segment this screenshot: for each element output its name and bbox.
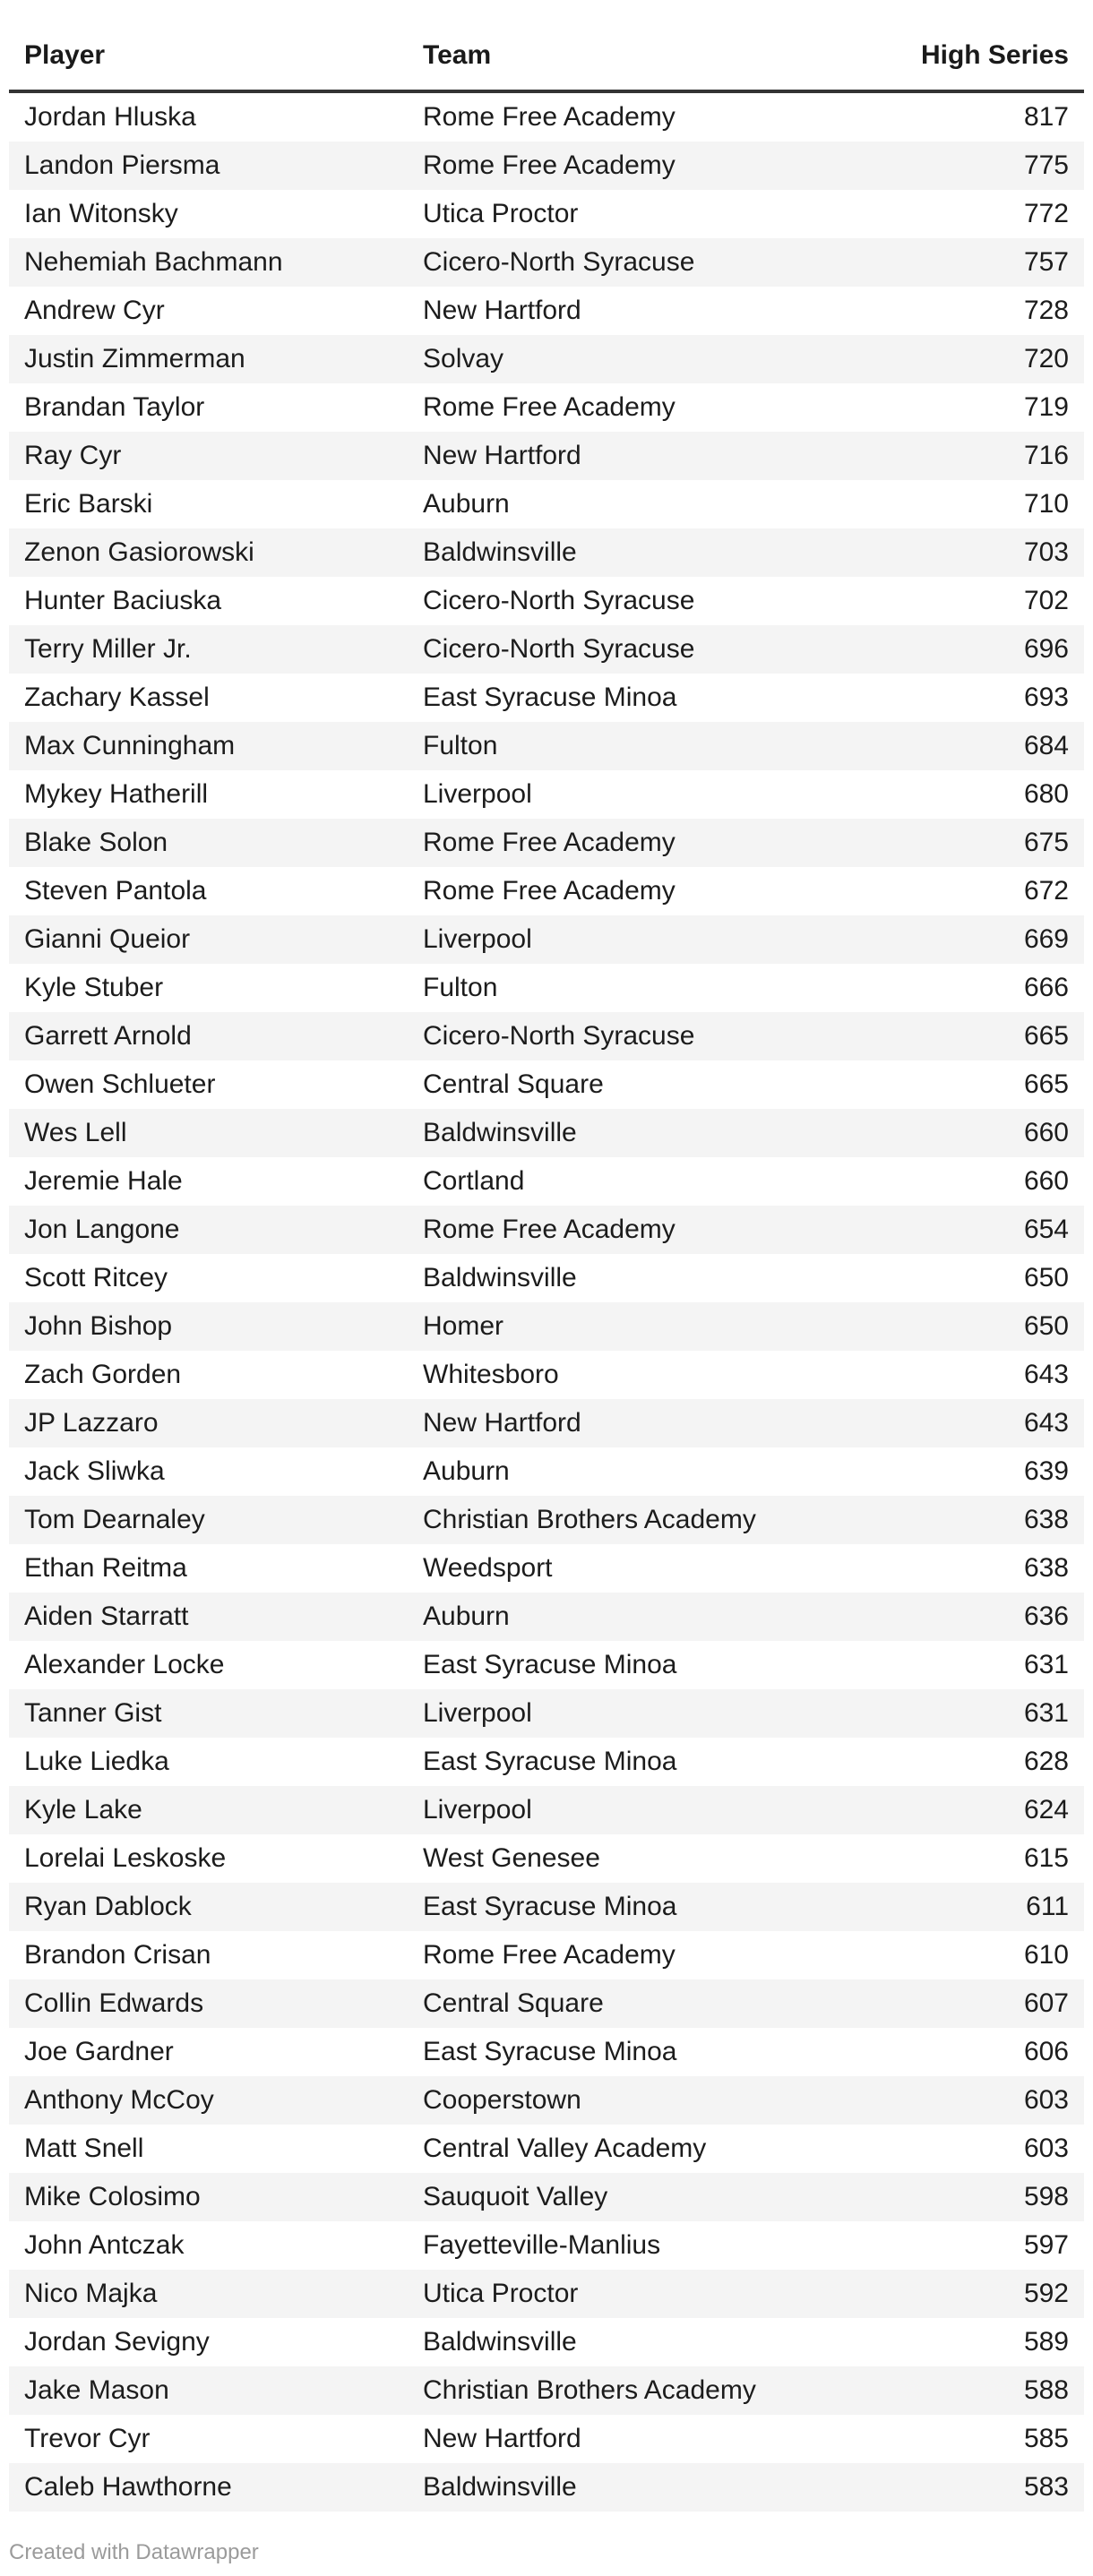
team-cell: Rome Free Academy <box>423 150 676 180</box>
table-row <box>9 770 1084 819</box>
player-cell: Kyle Lake <box>24 1795 142 1825</box>
table-row <box>9 383 1084 432</box>
high-series-cell: 817 <box>1023 102 1069 132</box>
high-series-cell: 583 <box>1023 2472 1069 2502</box>
team-cell: Liverpool <box>423 1795 532 1825</box>
table-row <box>9 1593 1084 1641</box>
high-series-cell: 636 <box>1023 1601 1069 1631</box>
high-series-cell: 728 <box>1023 296 1069 325</box>
high-series-table <box>9 21 1084 2512</box>
high-series-cell: 696 <box>1023 634 1069 664</box>
team-cell: Homer <box>423 1311 504 1341</box>
player-cell: Steven Pantola <box>24 876 207 906</box>
player-cell: Zenon Gasiorowski <box>24 537 254 567</box>
table-row <box>9 2076 1084 2125</box>
table-row <box>9 1496 1084 1544</box>
table-row <box>9 2366 1084 2415</box>
table-row <box>9 480 1084 528</box>
team-cell: Weedsport <box>423 1553 553 1583</box>
high-series-cell: 615 <box>1023 1843 1069 1873</box>
player-cell: Garrett Arnold <box>24 1021 192 1051</box>
table-row <box>9 722 1084 770</box>
table-row <box>9 2270 1084 2318</box>
team-cell: Baldwinsville <box>423 537 577 567</box>
team-cell: Christian Brothers Academy <box>423 2375 756 2405</box>
player-cell: Trevor Cyr <box>24 2424 151 2453</box>
high-series-cell: 716 <box>1023 441 1069 470</box>
high-series-cell: 772 <box>1023 199 1069 228</box>
table-row <box>9 1738 1084 1786</box>
high-series-cell: 684 <box>1023 731 1069 760</box>
table-row <box>9 1834 1084 1883</box>
high-series-cell: 660 <box>1023 1166 1069 1196</box>
table-row <box>9 335 1084 383</box>
player-cell: Jordan Hluska <box>24 102 196 132</box>
team-cell: Central Square <box>423 1988 604 2018</box>
table-row <box>9 1060 1084 1109</box>
player-cell: Max Cunningham <box>24 731 236 760</box>
high-series-cell: 643 <box>1023 1408 1069 1438</box>
team-cell: New Hartford <box>423 441 581 470</box>
player-cell: Mykey Hatherill <box>24 779 209 809</box>
player-cell: Mike Colosimo <box>24 2182 201 2211</box>
high-series-cell: 660 <box>1023 1118 1069 1147</box>
high-series-cell: 598 <box>1023 2182 1069 2211</box>
high-series-cell: 650 <box>1023 1263 1069 1292</box>
team-cell: Rome Free Academy <box>423 102 676 132</box>
player-cell: Terry Miller Jr. <box>24 634 192 664</box>
table-row <box>9 238 1084 287</box>
table-row <box>9 287 1084 335</box>
high-series-cell: 611 <box>1026 1892 1069 1921</box>
player-cell: Brandan Taylor <box>24 392 205 422</box>
player-cell: Joe Gardner <box>24 2037 174 2066</box>
table-row <box>9 1351 1084 1399</box>
high-series-cell: 654 <box>1023 1215 1069 1244</box>
player-cell: Tanner Gist <box>24 1698 162 1728</box>
player-cell: Collin Edwards <box>24 1988 204 2018</box>
high-series-cell: 703 <box>1023 537 1069 567</box>
player-cell: Gianni Queior <box>24 924 191 954</box>
team-cell: West Genesee <box>423 1843 600 1873</box>
team-cell: Rome Free Academy <box>423 828 676 857</box>
player-cell: Jon Langone <box>24 1215 180 1244</box>
high-series-cell: 666 <box>1023 973 1069 1002</box>
table-row <box>9 625 1084 674</box>
team-cell: Baldwinsville <box>423 2327 577 2357</box>
table-row <box>9 1931 1084 1979</box>
high-series-cell: 775 <box>1023 150 1069 180</box>
player-cell: Ryan Dablock <box>24 1892 192 1921</box>
high-series-cell: 610 <box>1023 1940 1069 1970</box>
team-cell: Liverpool <box>423 1698 532 1728</box>
player-cell: JP Lazzaro <box>24 1408 159 1438</box>
table-row <box>9 1447 1084 1496</box>
high-series-cell: 638 <box>1023 1505 1069 1534</box>
high-series-cell: 585 <box>1023 2424 1069 2453</box>
team-cell: New Hartford <box>423 1408 581 1438</box>
table-row <box>9 867 1084 915</box>
table-body <box>9 91 1084 2512</box>
team-cell: Liverpool <box>423 779 532 809</box>
table-row <box>9 1544 1084 1593</box>
high-series-cell: 757 <box>1023 247 1069 277</box>
high-series-cell: 710 <box>1023 489 1069 519</box>
team-cell: Christian Brothers Academy <box>423 1505 756 1534</box>
team-cell: Rome Free Academy <box>423 1215 676 1244</box>
table-row <box>9 1883 1084 1931</box>
player-cell: Nehemiah Bachmann <box>24 247 283 277</box>
table-row <box>9 1109 1084 1157</box>
team-cell: Solvay <box>423 344 504 374</box>
table-row <box>9 1302 1084 1351</box>
table-row <box>9 1254 1084 1302</box>
player-cell: John Bishop <box>24 1311 173 1341</box>
player-cell: Scott Ritcey <box>24 1263 168 1292</box>
high-series-cell: 607 <box>1023 1988 1069 2018</box>
high-series-cell: 680 <box>1023 779 1069 809</box>
table-row <box>9 1979 1084 2028</box>
table-header <box>9 21 1084 91</box>
team-cell: Central Square <box>423 1069 604 1099</box>
table-row <box>9 142 1084 190</box>
team-cell: Cicero-North Syracuse <box>423 634 695 664</box>
player-cell: Andrew Cyr <box>24 296 165 325</box>
player-cell: Luke Liedka <box>24 1747 169 1776</box>
player-cell: Jack Sliwka <box>24 1456 165 1486</box>
table-row <box>9 674 1084 722</box>
player-cell: Jordan Sevigny <box>24 2327 210 2357</box>
player-cell: Matt Snell <box>24 2134 144 2163</box>
team-cell: Auburn <box>423 489 510 519</box>
table-row <box>9 2318 1084 2366</box>
team-cell: East Syracuse Minoa <box>423 1892 677 1921</box>
high-series-cell: 665 <box>1023 1021 1069 1051</box>
high-series-cell: 592 <box>1023 2279 1069 2308</box>
team-cell: Baldwinsville <box>423 1118 577 1147</box>
player-cell: Nico Majka <box>24 2279 158 2308</box>
player-cell: Anthony McCoy <box>24 2085 214 2115</box>
team-cell: Cooperstown <box>423 2085 581 2115</box>
team-cell: Central Valley Academy <box>423 2134 707 2163</box>
player-cell: Hunter Baciuska <box>24 586 222 615</box>
table-row <box>9 1689 1084 1738</box>
table-row <box>9 964 1084 1012</box>
col-header-player: Player <box>9 21 408 91</box>
table-row <box>9 1786 1084 1834</box>
table-row <box>9 1641 1084 1689</box>
player-cell: Owen Schlueter <box>24 1069 216 1099</box>
player-cell: Blake Solon <box>24 828 168 857</box>
high-series-cell: 650 <box>1023 1311 1069 1341</box>
team-cell: Cicero-North Syracuse <box>423 1021 695 1051</box>
team-cell: Whitesboro <box>423 1360 559 1389</box>
player-cell: Caleb Hawthorne <box>24 2472 232 2502</box>
high-series-cell: 631 <box>1023 1650 1069 1679</box>
table-header-row <box>9 21 1084 91</box>
table-row <box>9 91 1084 142</box>
high-series-cell: 638 <box>1023 1553 1069 1583</box>
player-cell: Zach Gorden <box>24 1360 182 1389</box>
high-series-cell: 589 <box>1023 2327 1069 2357</box>
table-row <box>9 577 1084 625</box>
team-cell: Cortland <box>423 1166 525 1196</box>
high-series-cell: 669 <box>1023 924 1069 954</box>
team-cell: Cicero-North Syracuse <box>423 247 695 277</box>
player-cell: Wes Lell <box>24 1118 127 1147</box>
team-cell: Fayetteville-Manlius <box>423 2230 661 2260</box>
table-row <box>9 190 1084 238</box>
high-series-cell: 693 <box>1023 683 1069 712</box>
high-series-cell: 702 <box>1023 586 1069 615</box>
team-cell: Auburn <box>423 1601 510 1631</box>
table-row <box>9 2173 1084 2221</box>
team-cell: Fulton <box>423 973 498 1002</box>
player-cell: Ian Witonsky <box>24 199 178 228</box>
high-series-cell: 631 <box>1023 1698 1069 1728</box>
table-row <box>9 2463 1084 2512</box>
table-row <box>9 432 1084 480</box>
table-row <box>9 1399 1084 1447</box>
team-cell: Rome Free Academy <box>423 876 676 906</box>
col-header-high-series: High Series <box>909 21 1084 91</box>
high-series-cell: 628 <box>1023 1747 1069 1776</box>
player-cell: Lorelai Leskoske <box>24 1843 227 1873</box>
high-series-cell: 597 <box>1023 2230 1069 2260</box>
table-row <box>9 528 1084 577</box>
high-series-cell: 665 <box>1023 1069 1069 1099</box>
team-cell: Liverpool <box>423 924 532 954</box>
high-series-cell: 588 <box>1023 2375 1069 2405</box>
table-row <box>9 2221 1084 2270</box>
player-cell: Tom Dearnaley <box>24 1505 205 1534</box>
team-cell: East Syracuse Minoa <box>423 683 677 712</box>
table-row <box>9 819 1084 867</box>
player-cell: John Antczak <box>24 2230 185 2260</box>
player-cell: Eric Barski <box>24 489 153 519</box>
table-row <box>9 2415 1084 2463</box>
player-cell: Kyle Stuber <box>24 973 164 1002</box>
team-cell: Utica Proctor <box>423 2279 579 2308</box>
team-cell: New Hartford <box>423 296 581 325</box>
player-cell: Brandon Crisan <box>24 1940 211 1970</box>
player-cell: Jake Mason <box>24 2375 169 2405</box>
team-cell: Fulton <box>423 731 498 760</box>
high-series-cell: 719 <box>1023 392 1069 422</box>
table-row <box>9 1012 1084 1060</box>
team-cell: Rome Free Academy <box>423 392 676 422</box>
player-cell: Aiden Starratt <box>24 1601 189 1631</box>
high-series-cell: 603 <box>1023 2085 1069 2115</box>
high-series-cell: 720 <box>1023 344 1069 374</box>
high-series-cell: 606 <box>1023 2037 1069 2066</box>
player-cell: Jeremie Hale <box>24 1166 183 1196</box>
team-cell: Auburn <box>423 1456 510 1486</box>
team-cell: East Syracuse Minoa <box>423 1650 677 1679</box>
player-cell: Ray Cyr <box>24 441 122 470</box>
team-cell: East Syracuse Minoa <box>423 2037 677 2066</box>
team-cell: Baldwinsville <box>423 2472 577 2502</box>
high-series-cell: 643 <box>1023 1360 1069 1389</box>
team-cell: Utica Proctor <box>423 199 579 228</box>
high-series-cell: 603 <box>1023 2134 1069 2163</box>
table-row <box>9 2028 1084 2076</box>
col-header-team: Team <box>408 21 909 91</box>
player-cell: Ethan Reitma <box>24 1553 187 1583</box>
team-cell: Cicero-North Syracuse <box>423 586 695 615</box>
high-series-cell: 672 <box>1023 876 1069 906</box>
table-row <box>9 2125 1084 2173</box>
team-cell: Rome Free Academy <box>423 1940 676 1970</box>
player-cell: Zachary Kassel <box>24 683 210 712</box>
table-row <box>9 1157 1084 1206</box>
player-cell: Alexander Locke <box>24 1650 225 1679</box>
team-cell: New Hartford <box>423 2424 581 2453</box>
table-row <box>9 915 1084 964</box>
team-cell: East Syracuse Minoa <box>423 1747 677 1776</box>
team-cell: Baldwinsville <box>423 1263 577 1292</box>
datawrapper-credit[interactable]: Created with Datawrapper <box>9 2540 259 2564</box>
high-series-cell: 675 <box>1023 828 1069 857</box>
table-row <box>9 1206 1084 1254</box>
high-series-cell: 639 <box>1023 1456 1069 1486</box>
player-cell: Landon Piersma <box>24 150 220 180</box>
high-series-cell: 624 <box>1023 1795 1069 1825</box>
team-cell: Sauquoit Valley <box>423 2182 608 2211</box>
player-cell: Justin Zimmerman <box>24 344 245 374</box>
